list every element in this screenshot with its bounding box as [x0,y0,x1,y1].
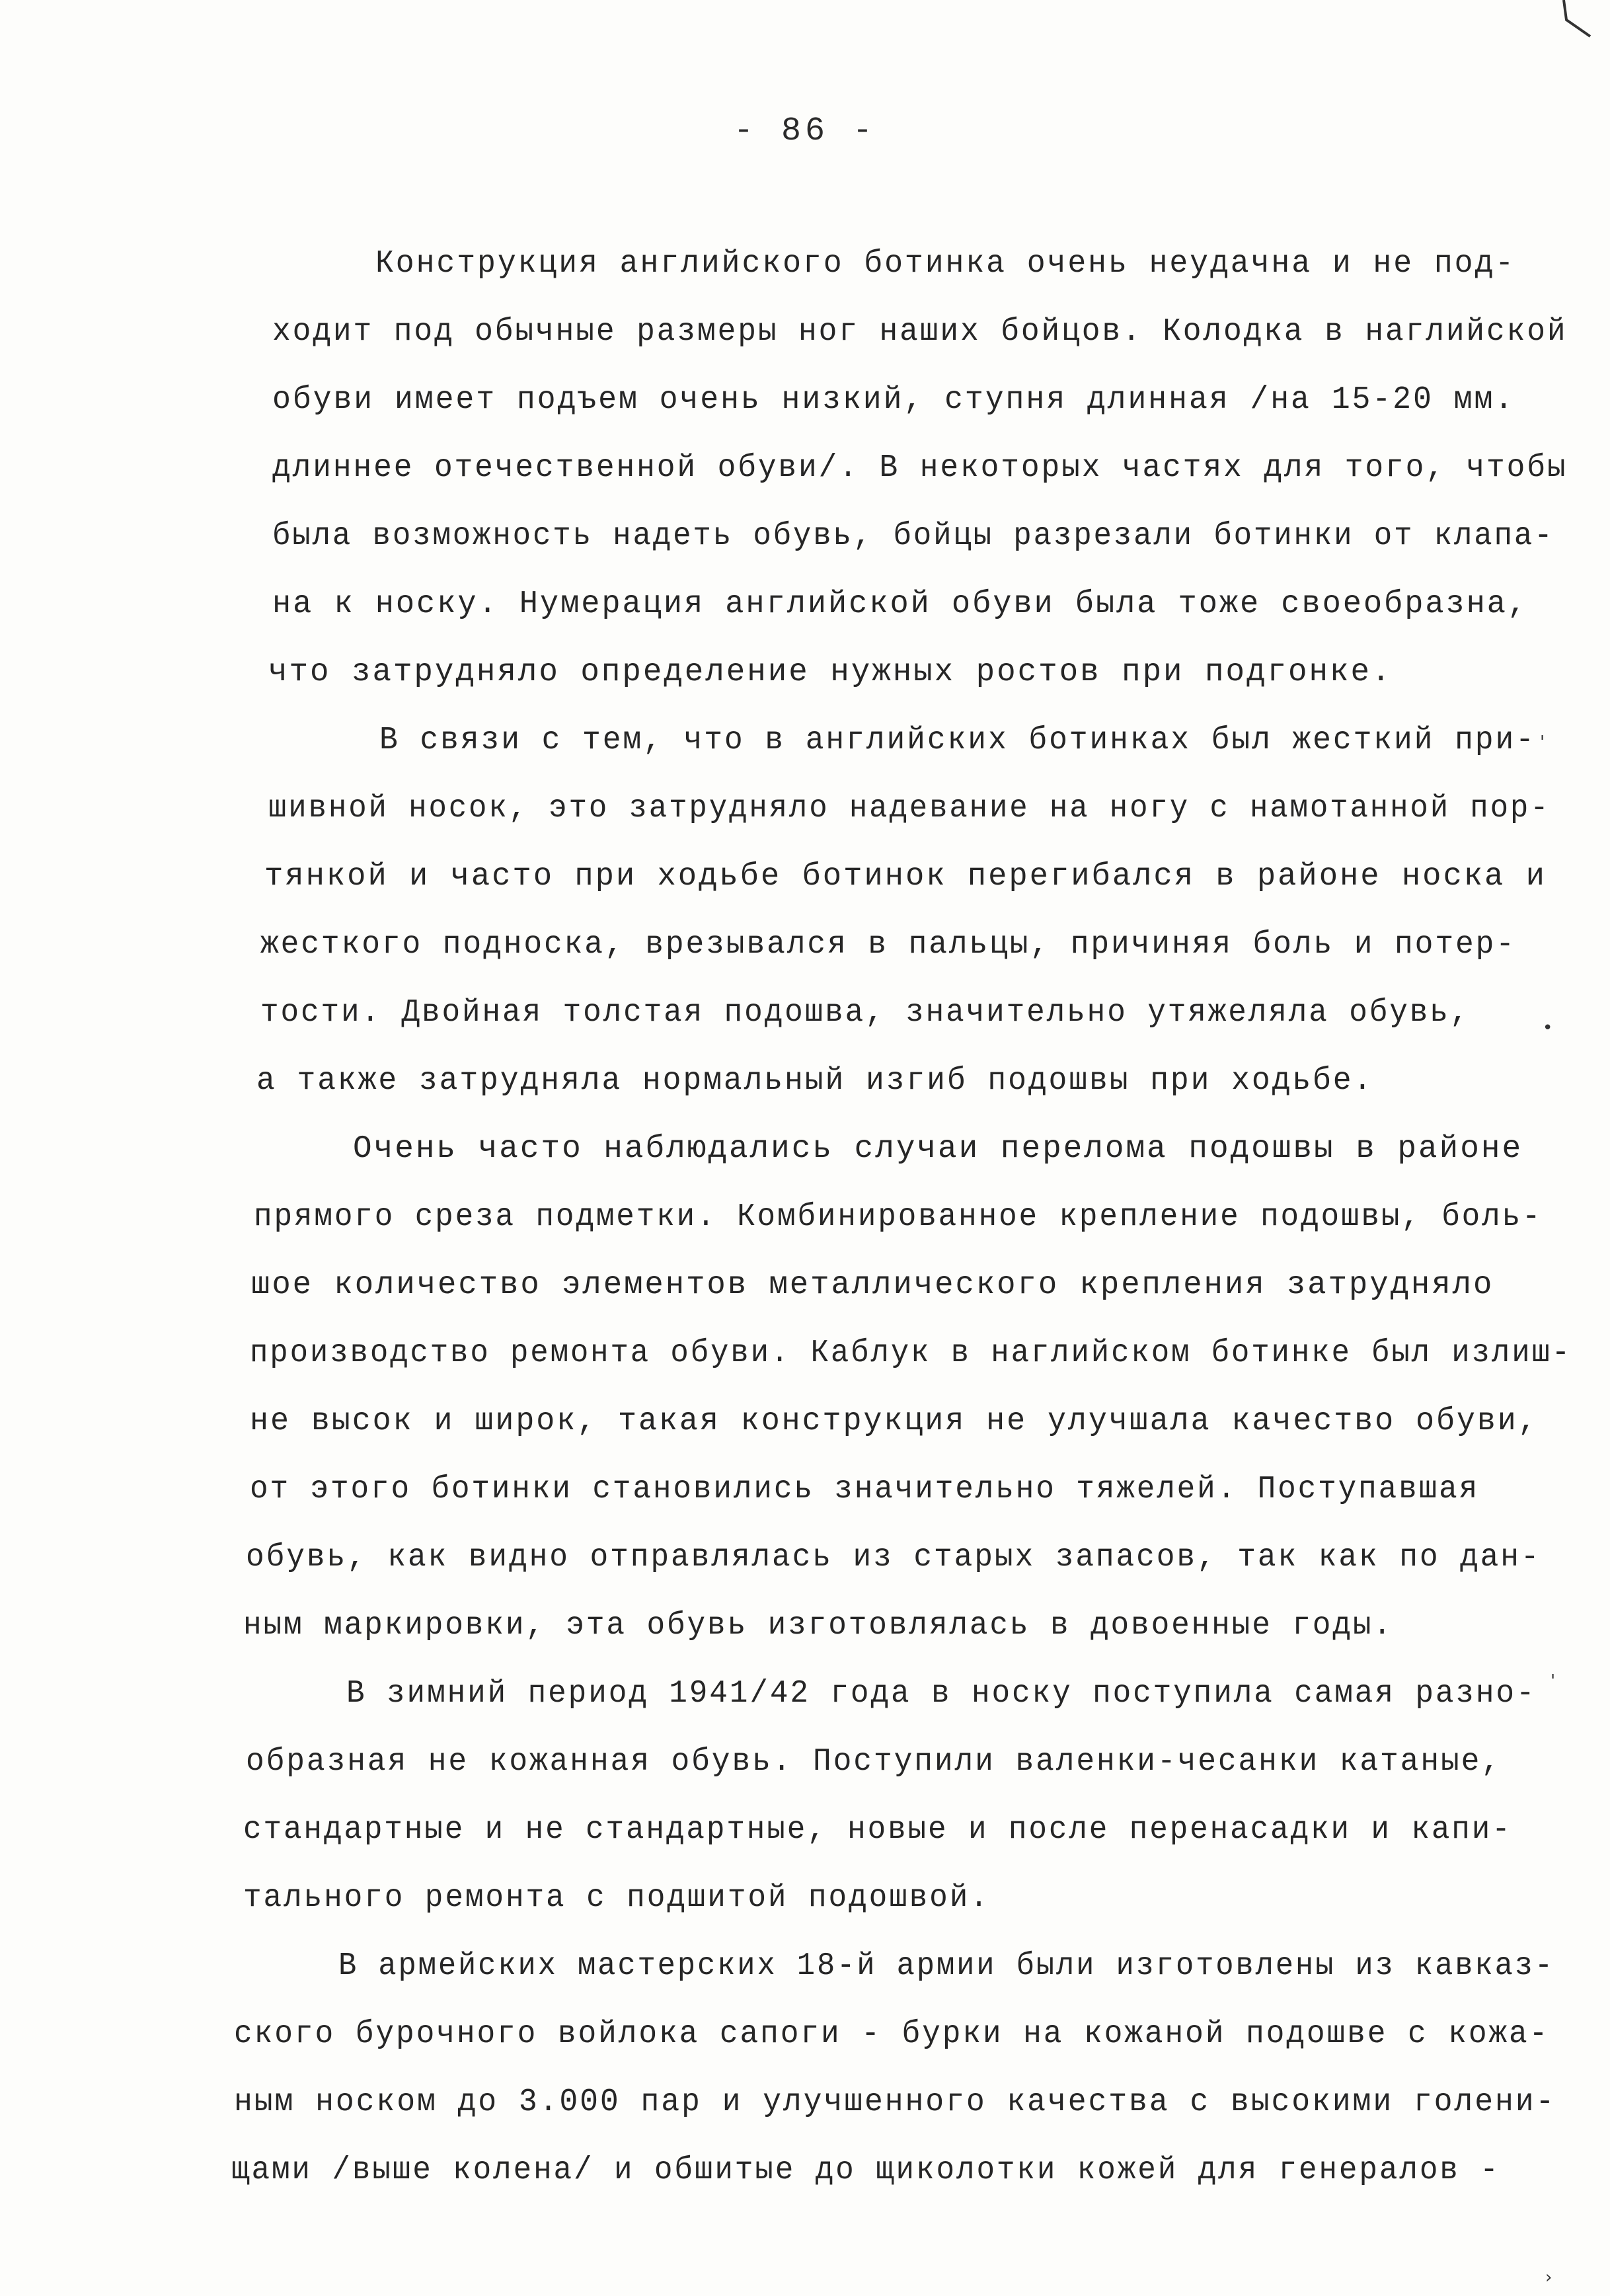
text-line: была возможность надеть обувь, бойцы разрезали ботинки от клапа- [272,518,1554,554]
text-line: тянкой и часто при ходьбе ботинок перегибался в районе носка и [264,859,1547,894]
text-line: производство ремонта обуви. Каблук в наглийском ботинке был излиш- [250,1335,1572,1371]
text-line: жесткого подноска, врезывался в пальцы, причиняя боль и потер- [260,927,1516,963]
text-line: В зимний период 1941/42 года в носку поступила самая разно- [346,1676,1537,1712]
text-line: от этого ботинки становились значительно тяжелей. Поступавшая [250,1472,1480,1507]
text-line: прямого среза подметки. Комбинированное крепление подошвы, боль- [254,1199,1543,1235]
text-line: тального ремонта с подшитой подошвой. [243,1880,990,1916]
text-line: Очень часто наблюдались случаи перелома подошвы в районе [353,1131,1523,1167]
text-line: ным маркировки, эта обувь изготовлялась в довоенные годы. [243,1608,1393,1643]
stray-mark: › [1545,2268,1552,2287]
text-line: ходит под обычные размеры ног наших бойцов. Колодка в наглийской [272,314,1568,350]
text-line: а также затрудняла нормальный изгиб подошвы при ходьбе. [256,1063,1374,1099]
stray-mark: ' [1551,1671,1556,1691]
text-line: обувь, как видно отправлялась из старых запасов, так как по дан- [246,1540,1541,1575]
page-number: - 86 - [733,112,877,150]
text-line: ным носком до 3.000 пар и улучшенного качества с высокими голени- [234,2084,1556,2120]
text-line: ского бурочного войлока сапоги - бурки на кожаной подошве с кожа- [234,2016,1550,2052]
text-line: не высок и широк, такая конструкция не улучшала качество обуви, [250,1404,1539,1439]
text-line: тости. Двойная толстая подошва, значительно утяжеляла обувь, [260,995,1471,1031]
text-line: шое количество элементов металлического крепления затрудняло [251,1267,1494,1303]
text-line: что затрудняло определение нужных ростов при подгонке. [268,654,1393,690]
corner-scratch-mark [1557,0,1597,40]
text-line: длиннее отечественной обуви/. В некоторых частях для того, чтобы [272,450,1568,486]
text-line: шивной носок, это затрудняло надевание на ногу с намотанной пор- [268,791,1551,826]
text-line: В армейских мастерских 18-й армии были изготовлены из кавказ- [338,1948,1555,1984]
text-line: щами /выше колена/ и обшитые до щиколотки кожей для генералов - [231,2153,1500,2188]
text-line: образная не кожанная обувь. Поступили валенки-чесанки катаные, [246,1744,1502,1780]
text-line: обуви имеет подъем очень низкий, ступня длинная /на 15-20 мм. [272,382,1515,418]
stray-mark: • [1543,1018,1553,1038]
text-line: стандартные и не стандартные, новые и после перенасадки и капи- [243,1812,1512,1848]
text-line: В связи с тем, что в английских ботинках был жесткий при- [379,723,1536,758]
text-line: на к носку. Нумерация английской обуви была тоже своеобразна, [272,586,1529,622]
stray-mark: ' [1540,732,1545,752]
text-line: Конструкция английского ботинка очень неудачна и не под- [375,246,1516,282]
